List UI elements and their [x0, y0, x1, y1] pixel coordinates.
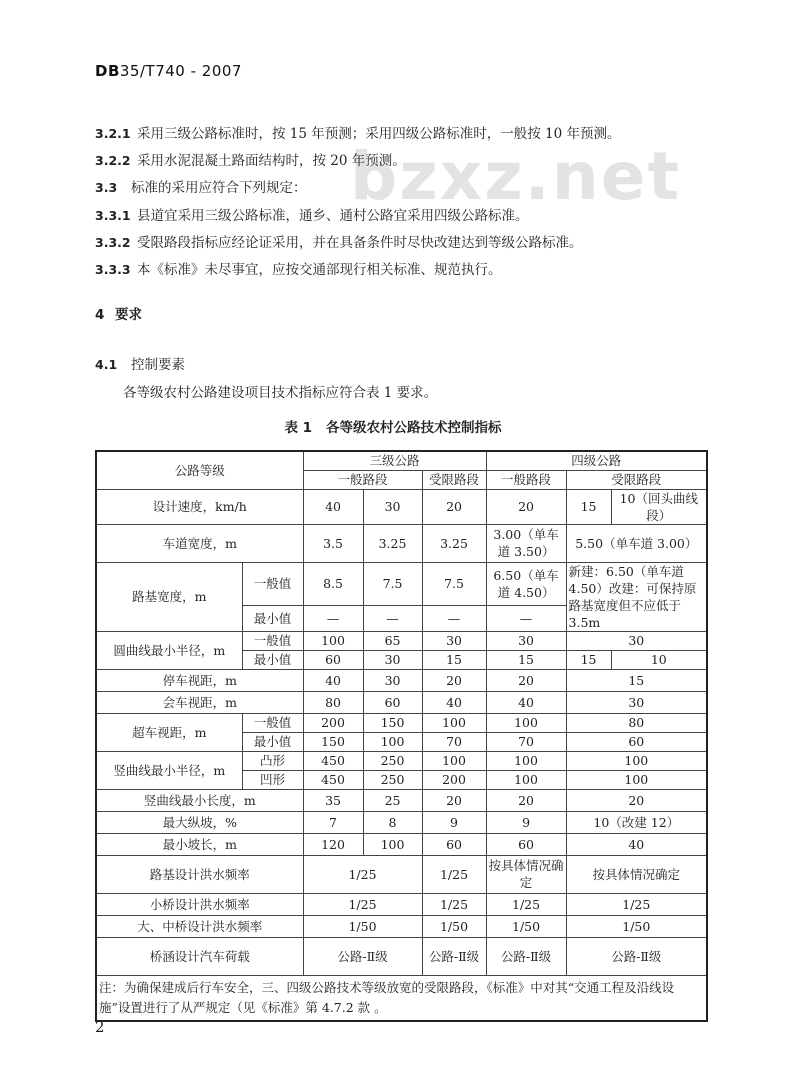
row-label: 最大纵坡，%: [96, 811, 303, 833]
row-sublabel: 凸形: [242, 751, 303, 770]
header-general-section: 一般路段: [303, 470, 422, 489]
table-row: [96, 489, 707, 524]
row-sublabel: 最小值: [242, 650, 303, 669]
row-sublabel: 一般值: [242, 713, 303, 732]
table-cell: 15: [566, 669, 707, 691]
clause-number: 3.2.2: [95, 153, 131, 168]
table-cell: 60: [566, 732, 707, 751]
table-cell: —: [422, 606, 486, 631]
subsection-title: 控制要素: [131, 357, 185, 373]
table-cell: 公路-Ⅱ级: [422, 937, 486, 975]
row-label: 竖曲线最小半径，m: [96, 751, 242, 789]
clause-3-2-1: [95, 122, 621, 142]
table-row: [96, 833, 707, 855]
table-cell: 20: [486, 789, 566, 811]
table-cell: 3.00（单车道 3.50）: [486, 524, 566, 562]
table-cell: 1/25: [422, 893, 486, 915]
table-cell: 1/25: [422, 855, 486, 893]
table-cell: 9: [486, 811, 566, 833]
standard-number: 35/T740 - 2007: [119, 62, 242, 80]
table-row: [96, 669, 707, 691]
row-label: 设计速度，km/h: [96, 489, 303, 524]
header-general-section: 一般路段: [486, 470, 566, 489]
subsection-heading: [95, 353, 185, 373]
table-row: [96, 562, 707, 606]
table-row: [96, 811, 707, 833]
table-cell: 100: [303, 631, 363, 650]
table-cell: 1/25: [303, 893, 422, 915]
table-cell: 3.25: [422, 524, 486, 562]
clause-3-3-1: [95, 204, 529, 224]
table-cell: 1/50: [303, 915, 422, 937]
table-cell: 250: [363, 751, 422, 770]
clause-3-3: [95, 176, 307, 196]
table-cell: 15: [566, 489, 611, 524]
table-row: [96, 789, 707, 811]
table-row: [96, 524, 707, 562]
row-label: 车道宽度，m: [96, 524, 303, 562]
table-cell: 新建：6.50（单车道 4.50）改建：可保持原路基宽度但不应低于 3.5m: [566, 562, 707, 631]
table-cell: 1/25: [566, 893, 707, 915]
table-cell: 40: [303, 489, 363, 524]
table-caption: [0, 416, 800, 436]
row-label: 超车视距，m: [96, 713, 242, 751]
table-cell: 250: [363, 770, 422, 789]
row-label: 路基设计洪水频率: [96, 855, 303, 893]
header-limited-section: 受限路段: [422, 470, 486, 489]
clause-number: 3.3.2: [95, 235, 131, 250]
table-cell: 100: [363, 833, 422, 855]
table-cell: 5.50（单车道 3.00）: [566, 524, 707, 562]
table-cell: 3.5: [303, 524, 363, 562]
table-note-row: [96, 975, 707, 1021]
table-cell: 70: [422, 732, 486, 751]
table-cell: 15: [486, 650, 566, 669]
row-label: 停车视距，m: [96, 669, 303, 691]
table-cell: 100: [363, 732, 422, 751]
table-row: [96, 631, 707, 650]
table-label: 表 1: [284, 420, 313, 436]
clause-text: 受限路段指标应经论证采用，并在具备条件时尽快改建达到等级公路标准。: [137, 235, 583, 251]
table-cell: 450: [303, 751, 363, 770]
table-row: [96, 713, 707, 732]
table-cell: 100: [486, 751, 566, 770]
table-cell: 7: [303, 811, 363, 833]
clause-3-3-3: [95, 258, 502, 278]
table-cell: 80: [303, 691, 363, 713]
clause-number: 3.3.1: [95, 208, 131, 223]
table-cell: 按具体情况确定: [566, 855, 707, 893]
clause-number: 3.3: [95, 180, 118, 195]
table-cell: 100: [486, 713, 566, 732]
table-cell: 9: [422, 811, 486, 833]
table-cell: 35: [303, 789, 363, 811]
table-cell: 200: [303, 713, 363, 732]
table-cell: 1/25: [303, 855, 422, 893]
clause-text: 标准的采用应符合下列规定：: [131, 180, 307, 196]
table-cell: 1/50: [566, 915, 707, 937]
table-cell: —: [486, 606, 566, 631]
technical-indicators-table: [95, 450, 708, 1022]
table-cell: 30: [486, 631, 566, 650]
table-cell: 1/50: [486, 915, 566, 937]
clause-text: 本《标准》未尽事宜，应按交通部现行相关标准、规范执行。: [137, 262, 502, 278]
table-cell: 30: [363, 650, 422, 669]
subsection-number: 4.1: [95, 357, 118, 372]
clause-number: 3.3.3: [95, 262, 131, 277]
table-cell: 20: [422, 489, 486, 524]
table-cell: 15: [422, 650, 486, 669]
table-cell: 100: [422, 713, 486, 732]
table-cell: —: [363, 606, 422, 631]
table-cell: 30: [566, 631, 707, 650]
table-row: [96, 691, 707, 713]
table-cell: 1/25: [486, 893, 566, 915]
table-cell: 40: [422, 691, 486, 713]
table-cell: 公路-Ⅱ级: [566, 937, 707, 975]
row-sublabel: 最小值: [242, 732, 303, 751]
table-cell: 7.5: [363, 562, 422, 606]
table-cell: 20: [422, 669, 486, 691]
table-row: [96, 855, 707, 893]
clause-3-2-2: [95, 149, 406, 169]
table-cell: 80: [566, 713, 707, 732]
table-cell: 60: [422, 833, 486, 855]
table-cell: 30: [363, 669, 422, 691]
header-grade: 公路等级: [96, 451, 303, 489]
standard-prefix: DB: [95, 62, 120, 80]
table-cell: 100: [486, 770, 566, 789]
section-heading: [95, 303, 142, 323]
table-cell: 150: [363, 713, 422, 732]
table-cell: 20: [422, 789, 486, 811]
table-cell: 100: [566, 751, 707, 770]
table-cell: 30: [422, 631, 486, 650]
section-title: 要求: [115, 307, 142, 323]
table-header-row: [96, 451, 707, 470]
table-cell: 20: [566, 789, 707, 811]
row-sublabel: 一般值: [242, 631, 303, 650]
row-label: 会车视距，m: [96, 691, 303, 713]
table-row: [96, 915, 707, 937]
table-cell: 30: [566, 691, 707, 713]
table-cell: 100: [422, 751, 486, 770]
section-number: 4: [95, 307, 105, 323]
table-cell: 7.5: [422, 562, 486, 606]
table-cell: 65: [363, 631, 422, 650]
table-cell: 6.50（单车道 4.50）: [486, 562, 566, 606]
row-label: 大、中桥设计洪水频率: [96, 915, 303, 937]
row-label: 小桥设计洪水频率: [96, 893, 303, 915]
table-cell: 60: [303, 650, 363, 669]
row-label: 路基宽度，m: [96, 562, 242, 631]
table-cell: 60: [486, 833, 566, 855]
table-cell: 10（改建 12）: [566, 811, 707, 833]
table-cell: 120: [303, 833, 363, 855]
clause-text: 县道宜采用三级公路标准，通乡、通村公路宜采用四级公路标准。: [137, 208, 529, 224]
row-label: 竖曲线最小长度，m: [96, 789, 303, 811]
row-sublabel: 最小值: [242, 606, 303, 631]
table-cell: —: [303, 606, 363, 631]
row-label: 桥涵设计汽车荷载: [96, 937, 303, 975]
table-cell: 3.25: [363, 524, 422, 562]
page-number: 2: [95, 1018, 105, 1036]
table-cell: 8.5: [303, 562, 363, 606]
table-cell: 20: [486, 489, 566, 524]
header-grade-3: 三级公路: [303, 451, 486, 470]
table-cell: 150: [303, 732, 363, 751]
standard-code: [95, 62, 242, 80]
table-cell: 100: [566, 770, 707, 789]
row-sublabel: 一般值: [242, 562, 303, 606]
table-cell: 1/50: [422, 915, 486, 937]
table-cell: 40: [566, 833, 707, 855]
table-cell: 按具体情况确定: [486, 855, 566, 893]
table-cell: 25: [363, 789, 422, 811]
table-note: 注：为确保建成后行车安全，三、四级公路技术等级放宽的受限路段，《标准》中对其“交通工程及沿线设施”设置进行了从严规定（见《标准》第 4.7.2 款 。: [96, 975, 707, 1021]
table-cell: 40: [303, 669, 363, 691]
table-title: 各等级农村公路技术控制指标: [326, 420, 502, 436]
row-label: 最小坡长，m: [96, 833, 303, 855]
clause-3-3-2: [95, 231, 583, 251]
table-cell: 60: [363, 691, 422, 713]
row-sublabel: 凹形: [242, 770, 303, 789]
clause-text: 采用水泥混凝土路面结构时，按 20 年预测。: [137, 153, 406, 169]
table-cell: 10: [611, 650, 707, 669]
table-cell: 70: [486, 732, 566, 751]
table-cell: 40: [486, 691, 566, 713]
row-label: 圆曲线最小半径，m: [96, 631, 242, 669]
intro-paragraph: 各等级农村公路建设项目技术指标应符合表 1 要求。: [123, 385, 438, 401]
table-cell: 30: [363, 489, 422, 524]
clause-number: 3.2.1: [95, 126, 131, 141]
watermark: bzxz.net: [350, 138, 682, 215]
table-cell: 公路-Ⅱ级: [486, 937, 566, 975]
table-cell: 450: [303, 770, 363, 789]
table-cell: 20: [486, 669, 566, 691]
table-cell: 10（回头曲线段）: [611, 489, 707, 524]
table-cell: 200: [422, 770, 486, 789]
table-cell: 公路-Ⅱ级: [303, 937, 422, 975]
table-cell: 15: [566, 650, 611, 669]
table-row: [96, 893, 707, 915]
table-row: [96, 751, 707, 770]
header-grade-4: 四级公路: [486, 451, 707, 470]
table-cell: 8: [363, 811, 422, 833]
table-row: [96, 937, 707, 975]
header-limited-section: 受限路段: [566, 470, 707, 489]
clause-text: 采用三级公路标准时，按 15 年预测；采用四级公路标准时，一般按 10 年预测。: [137, 126, 621, 142]
